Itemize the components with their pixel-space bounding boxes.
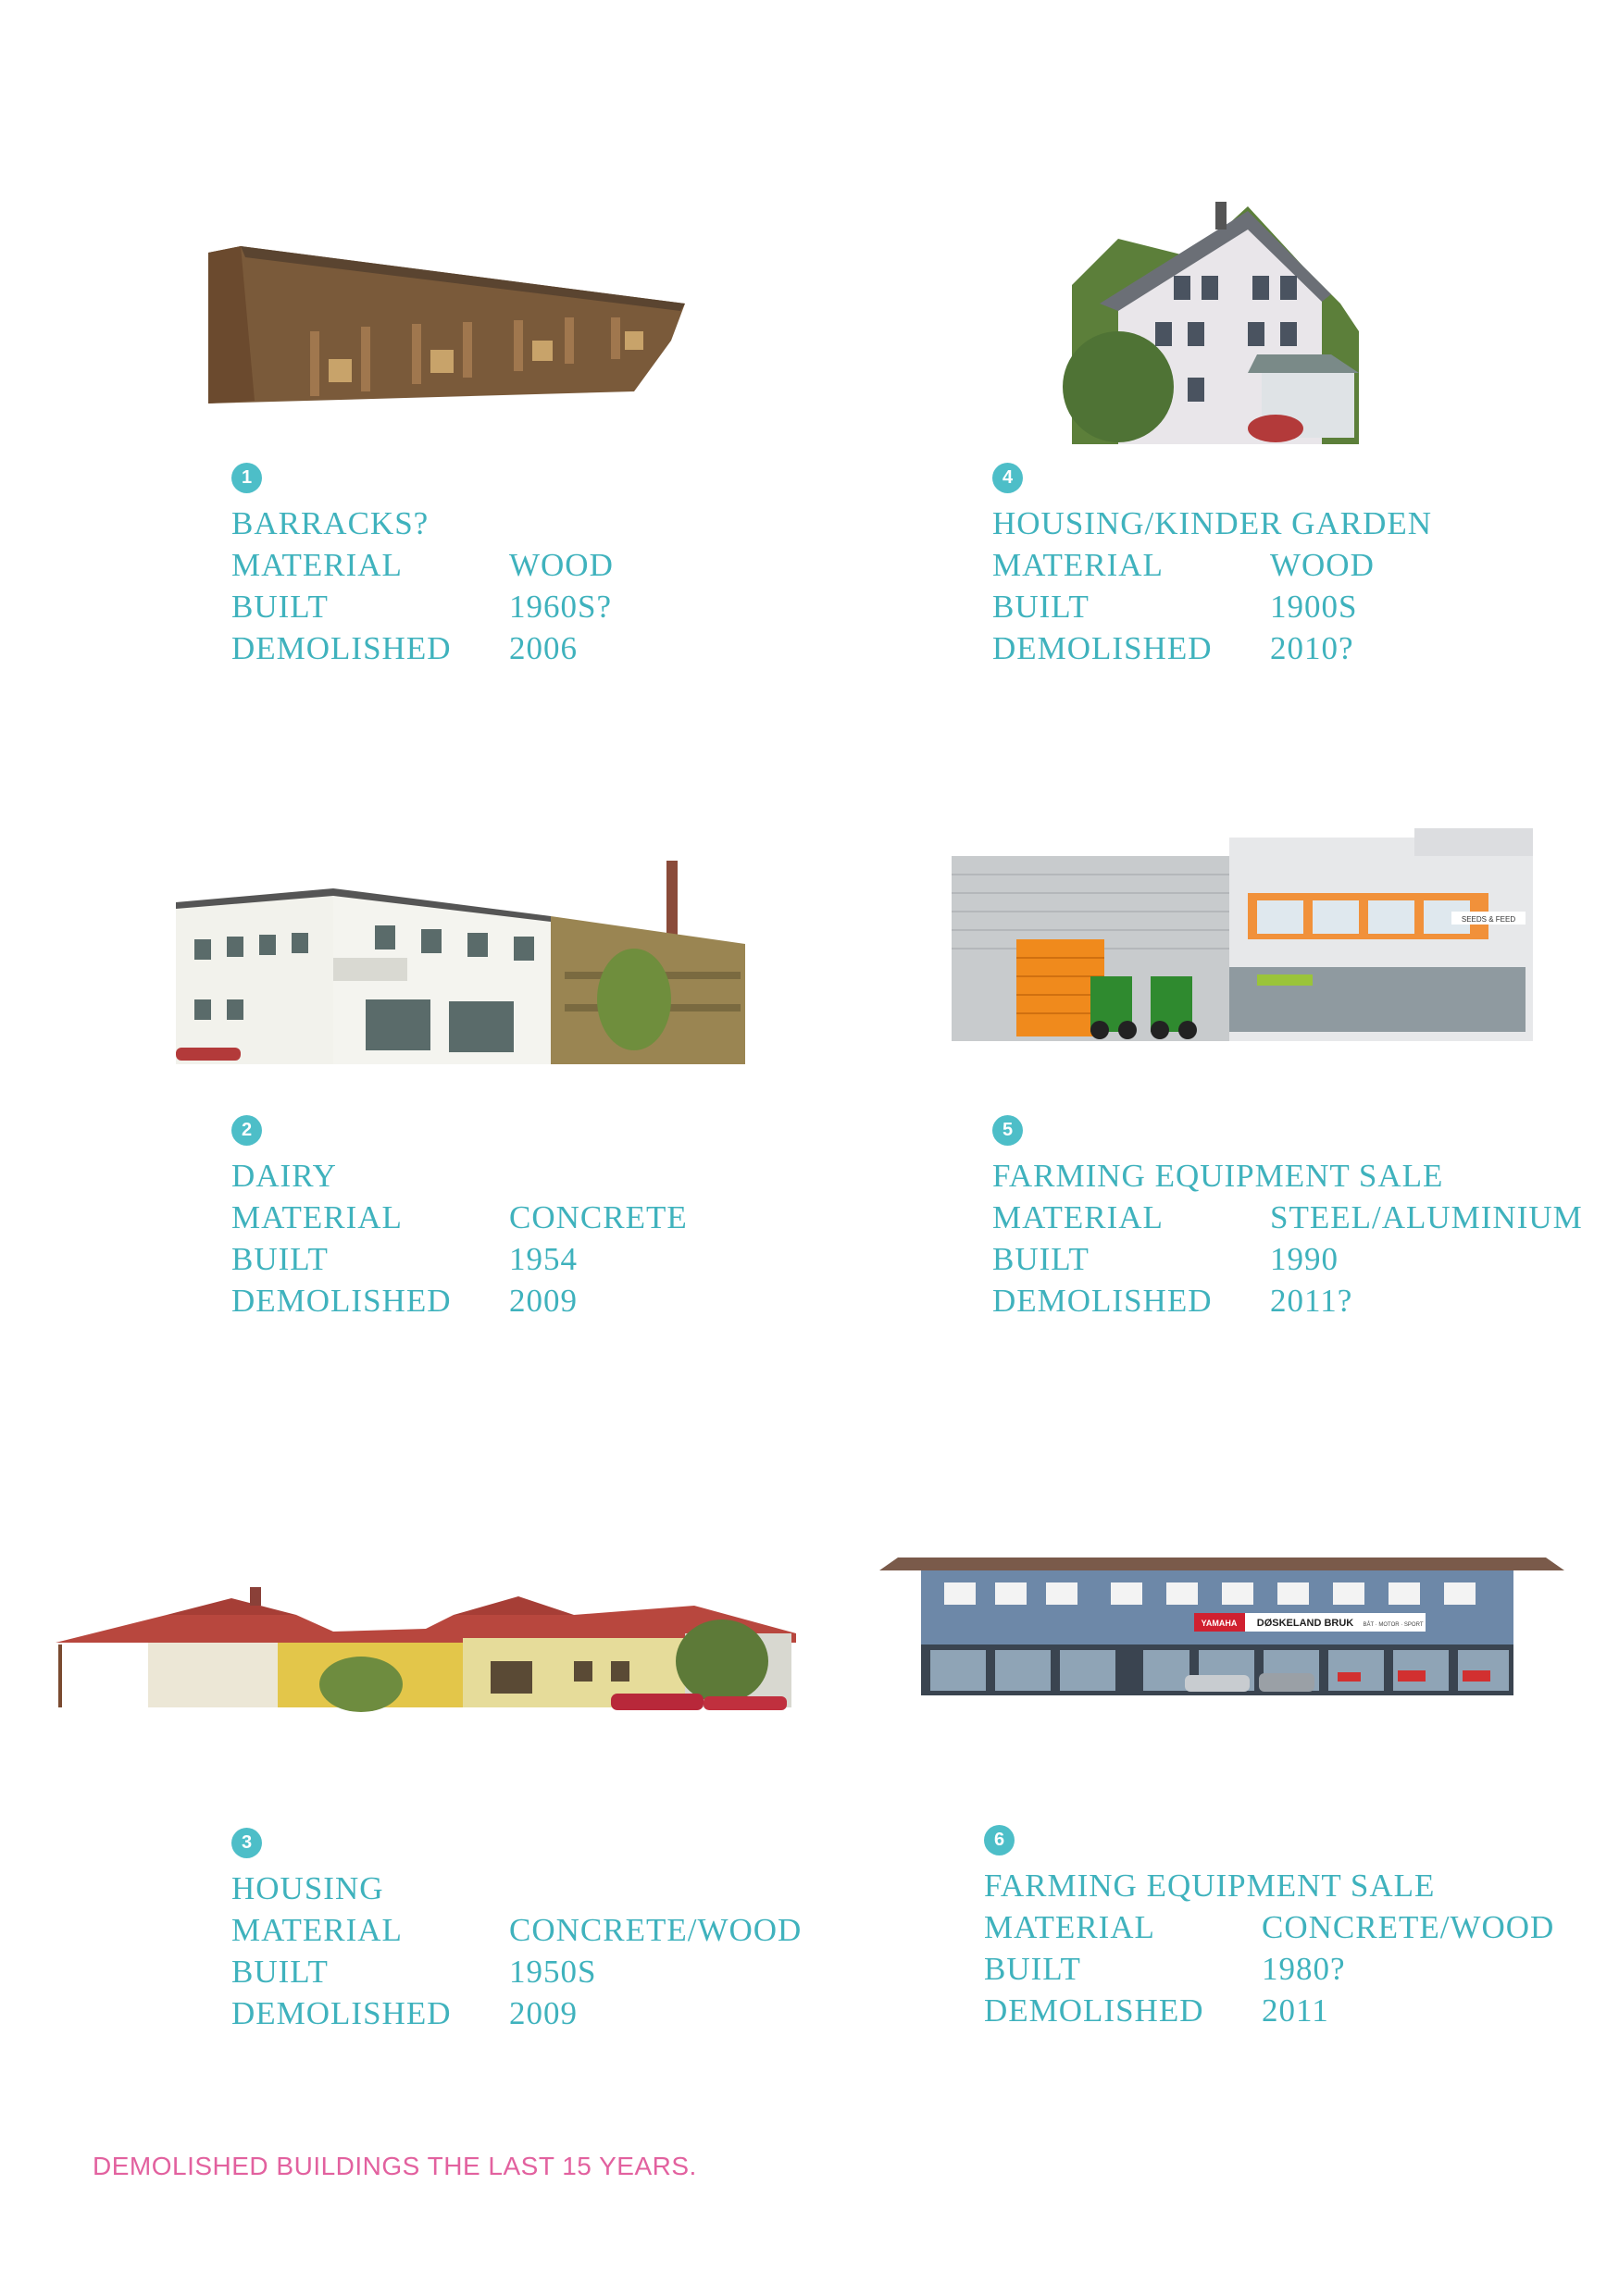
material-value: STEEL/ALUMINIUM (1270, 1199, 1583, 1235)
page-caption: DEMOLISHED BUILDINGS THE LAST 15 YEARS. (93, 2152, 697, 2180)
built-value: 1950S (509, 1954, 597, 1990)
store-sign-brand: YAMAHA (1201, 1619, 1238, 1628)
built-label: BUILT (231, 1241, 329, 1277)
building-2-name: DAIRY (231, 1158, 337, 1194)
demolished-label: DEMOLISHED (984, 1992, 1204, 2029)
building-3-info (231, 1828, 802, 2034)
built-label: BUILT (992, 589, 1090, 625)
building-5-number-badge: 5 (992, 1115, 1023, 1146)
building-4-info (992, 463, 1432, 669)
building-1-info (231, 463, 614, 669)
housing-photo (56, 1587, 805, 1712)
material-label: MATERIAL (231, 547, 403, 583)
building-6-number-badge: 6 (984, 1825, 1015, 1855)
building-6-info (984, 1825, 1554, 2031)
built-label: BUILT (231, 589, 329, 625)
demolished-value: 2006 (509, 630, 578, 666)
demolished-label: DEMOLISHED (992, 630, 1213, 666)
building-6-name: FARMING EQUIPMENT SALE (984, 1868, 1436, 1904)
built-value: 1954 (509, 1241, 578, 1277)
building-2-number-badge: 2 (231, 1115, 262, 1146)
demolished-label: DEMOLISHED (231, 630, 452, 666)
building-4-number-badge: 4 (992, 463, 1023, 493)
built-value: 1980? (1262, 1951, 1346, 1987)
material-value: CONCRETE (509, 1199, 688, 1235)
building-5-name: FARMING EQUIPMENT SALE (992, 1158, 1444, 1194)
building-3-number-badge: 3 (231, 1828, 262, 1858)
built-label: BUILT (231, 1954, 329, 1990)
material-label: MATERIAL (984, 1909, 1155, 1945)
material-label: MATERIAL (231, 1199, 403, 1235)
built-value: 1990 (1270, 1241, 1339, 1277)
demolished-label: DEMOLISHED (992, 1283, 1213, 1319)
dairy-photo (171, 851, 754, 1064)
building-2-info (231, 1115, 688, 1322)
demolished-value: 2010? (1270, 630, 1354, 666)
barracks-photo (199, 239, 694, 405)
material-label: MATERIAL (231, 1912, 403, 1948)
building-3-name: HOUSING (231, 1870, 384, 1906)
farming-equipment-photo-1 (952, 828, 1533, 1041)
building-5-info (992, 1115, 1583, 1322)
farming-equipment-photo-2 (879, 1550, 1564, 1698)
built-label: BUILT (992, 1241, 1090, 1277)
store-sign-sub: BÅT · MOTOR · SPORT (1363, 1622, 1424, 1628)
building-1-name: BARRACKS? (231, 505, 430, 541)
demolished-label: DEMOLISHED (231, 1995, 452, 2031)
built-value: 1960S? (509, 589, 612, 625)
material-value: WOOD (1270, 547, 1375, 583)
demolished-value: 2009 (509, 1995, 578, 2031)
demolished-value: 2011 (1262, 1992, 1329, 2029)
built-label: BUILT (984, 1951, 1081, 1987)
building-1-number-badge: 1 (231, 463, 262, 493)
kinder-garden-photo (1063, 202, 1373, 444)
building-4-name: HOUSING/KINDER GARDEN (992, 505, 1433, 541)
material-value: CONCRETE/WOOD (509, 1912, 803, 1948)
store-sign-name: DØSKELAND BRUK (1256, 1618, 1354, 1629)
material-label: MATERIAL (992, 1199, 1164, 1235)
built-value: 1900S (1270, 589, 1358, 625)
material-value: CONCRETE/WOOD (1262, 1909, 1555, 1945)
demolished-label: DEMOLISHED (231, 1283, 452, 1319)
demolished-value: 2011? (1270, 1283, 1353, 1319)
demolished-value: 2009 (509, 1283, 578, 1319)
store-sign-b5: SEEDS & FEED (1461, 915, 1516, 924)
material-label: MATERIAL (992, 547, 1164, 583)
material-value: WOOD (509, 547, 614, 583)
